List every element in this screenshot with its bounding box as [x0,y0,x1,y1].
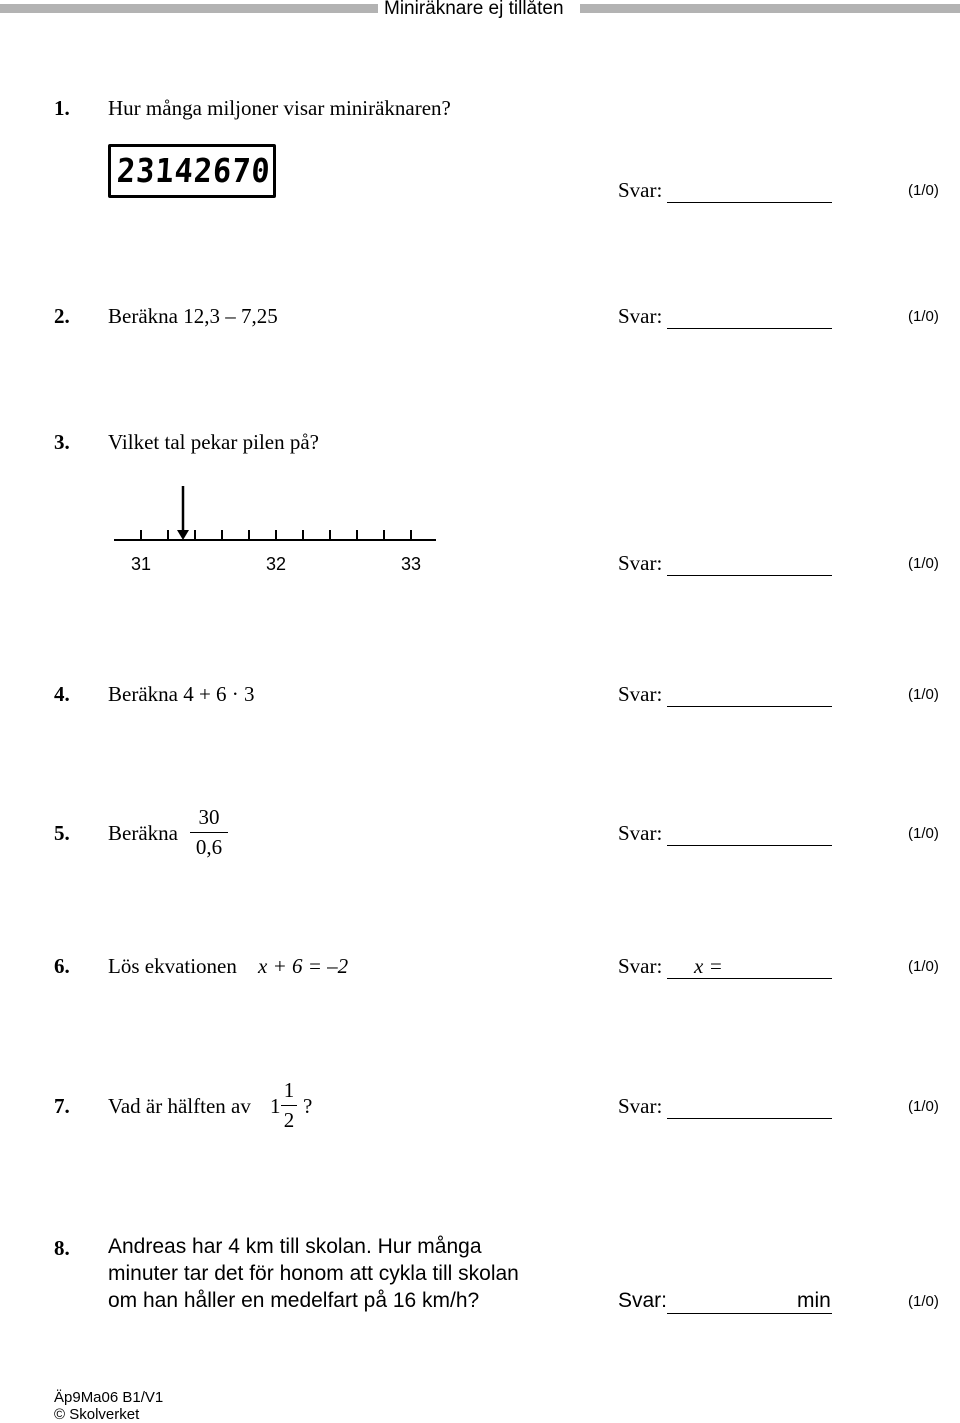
question-7-suffix: ? [303,1094,313,1118]
question-7-points: (1/0) [908,1098,939,1115]
question-5-fraction [190,805,228,860]
question-6-number: 6. [54,954,70,978]
question-3-points: (1/0) [908,555,939,572]
question-8-text-line-2: minuter tar det för honom att cykla till skolan [108,1262,519,1285]
calculator-display [108,144,276,198]
question-2-points: (1/0) [908,308,939,325]
pointer-arrow-head [177,530,189,540]
question-8-text-line-3: om han håller en medelfart på 16 km/h? [108,1289,480,1312]
question-1-number: 1. [54,96,70,120]
question-6-answer-field[interactable] [667,978,832,979]
question-4-answer-field[interactable] [667,706,832,707]
question-4-number: 4. [54,682,70,706]
question-3-answer-label: Svar: [618,551,663,575]
question-1-answer-field[interactable] [667,202,832,203]
number-line-label-3: 33 [400,554,422,574]
question-2-text: Beräkna 12,3 – 7,25 [108,304,278,328]
question-6-answer-prefix: x = [694,954,723,978]
header-bar-left [0,4,378,13]
question-2-answer-field[interactable] [667,328,832,329]
question-7-answer-field[interactable] [667,1118,832,1119]
footer-copyright: © Skolverket [54,1406,140,1423]
fraction-denominator: 2 [283,1108,295,1132]
calculator-digits: 23142670 [115,151,272,190]
question-4-answer-label: Svar: [618,682,663,706]
question-1-text: Hur många miljoner visar miniräknaren? [108,96,451,120]
question-1-answer-label: Svar: [618,178,663,202]
question-6-equation: x + 6 = –2 [258,954,349,978]
question-1-points: (1/0) [908,182,939,199]
question-6-text: Lös ekvationen [108,954,237,978]
question-3-text: Vilket tal pekar pilen på? [108,430,319,454]
question-4-text: Beräkna 4 + 6 · 3 [108,682,255,706]
question-3-number: 3. [54,430,70,454]
question-8-text-line-1: Andreas har 4 km till skolan. Hur många [108,1235,482,1258]
question-8-answer-unit: min [797,1289,831,1312]
question-4-points: (1/0) [908,686,939,703]
question-8-answer-field[interactable] [667,1313,832,1314]
question-8-points: (1/0) [908,1293,939,1310]
question-7-whole-number: 1 [270,1094,281,1118]
number-line [100,478,450,588]
question-5-number: 5. [54,821,70,845]
question-6-points: (1/0) [908,958,939,975]
fraction-bar [281,1105,297,1106]
fraction-bar [190,832,228,833]
page-header-title: Miniräknare ej tillåten [384,0,564,19]
number-line-label-2: 32 [265,554,287,574]
question-7-answer-label: Svar: [618,1094,663,1118]
question-6-answer-label: Svar: [618,954,663,978]
fraction-numerator: 1 [283,1078,295,1102]
fraction-denominator: 0,6 [195,835,223,859]
question-5-answer-field[interactable] [667,845,832,846]
header-bar-right [580,4,960,13]
question-8-answer-label: Svar: [618,1289,668,1312]
question-7-number: 7. [54,1094,70,1118]
question-2-answer-label: Svar: [618,304,663,328]
question-8-number: 8. [54,1236,70,1260]
number-line-label-1: 31 [130,554,152,574]
question-3-answer-field[interactable] [667,575,832,576]
question-2-number: 2. [54,304,70,328]
fraction-numerator: 30 [198,805,220,829]
question-5-text: Beräkna [108,821,178,845]
question-5-answer-label: Svar: [618,821,663,845]
footer-code: Äp9Ma06 B1/V1 [54,1389,164,1406]
question-7-text: Vad är hälften av [108,1094,251,1118]
question-7-fraction [281,1078,297,1133]
question-5-points: (1/0) [908,825,939,842]
